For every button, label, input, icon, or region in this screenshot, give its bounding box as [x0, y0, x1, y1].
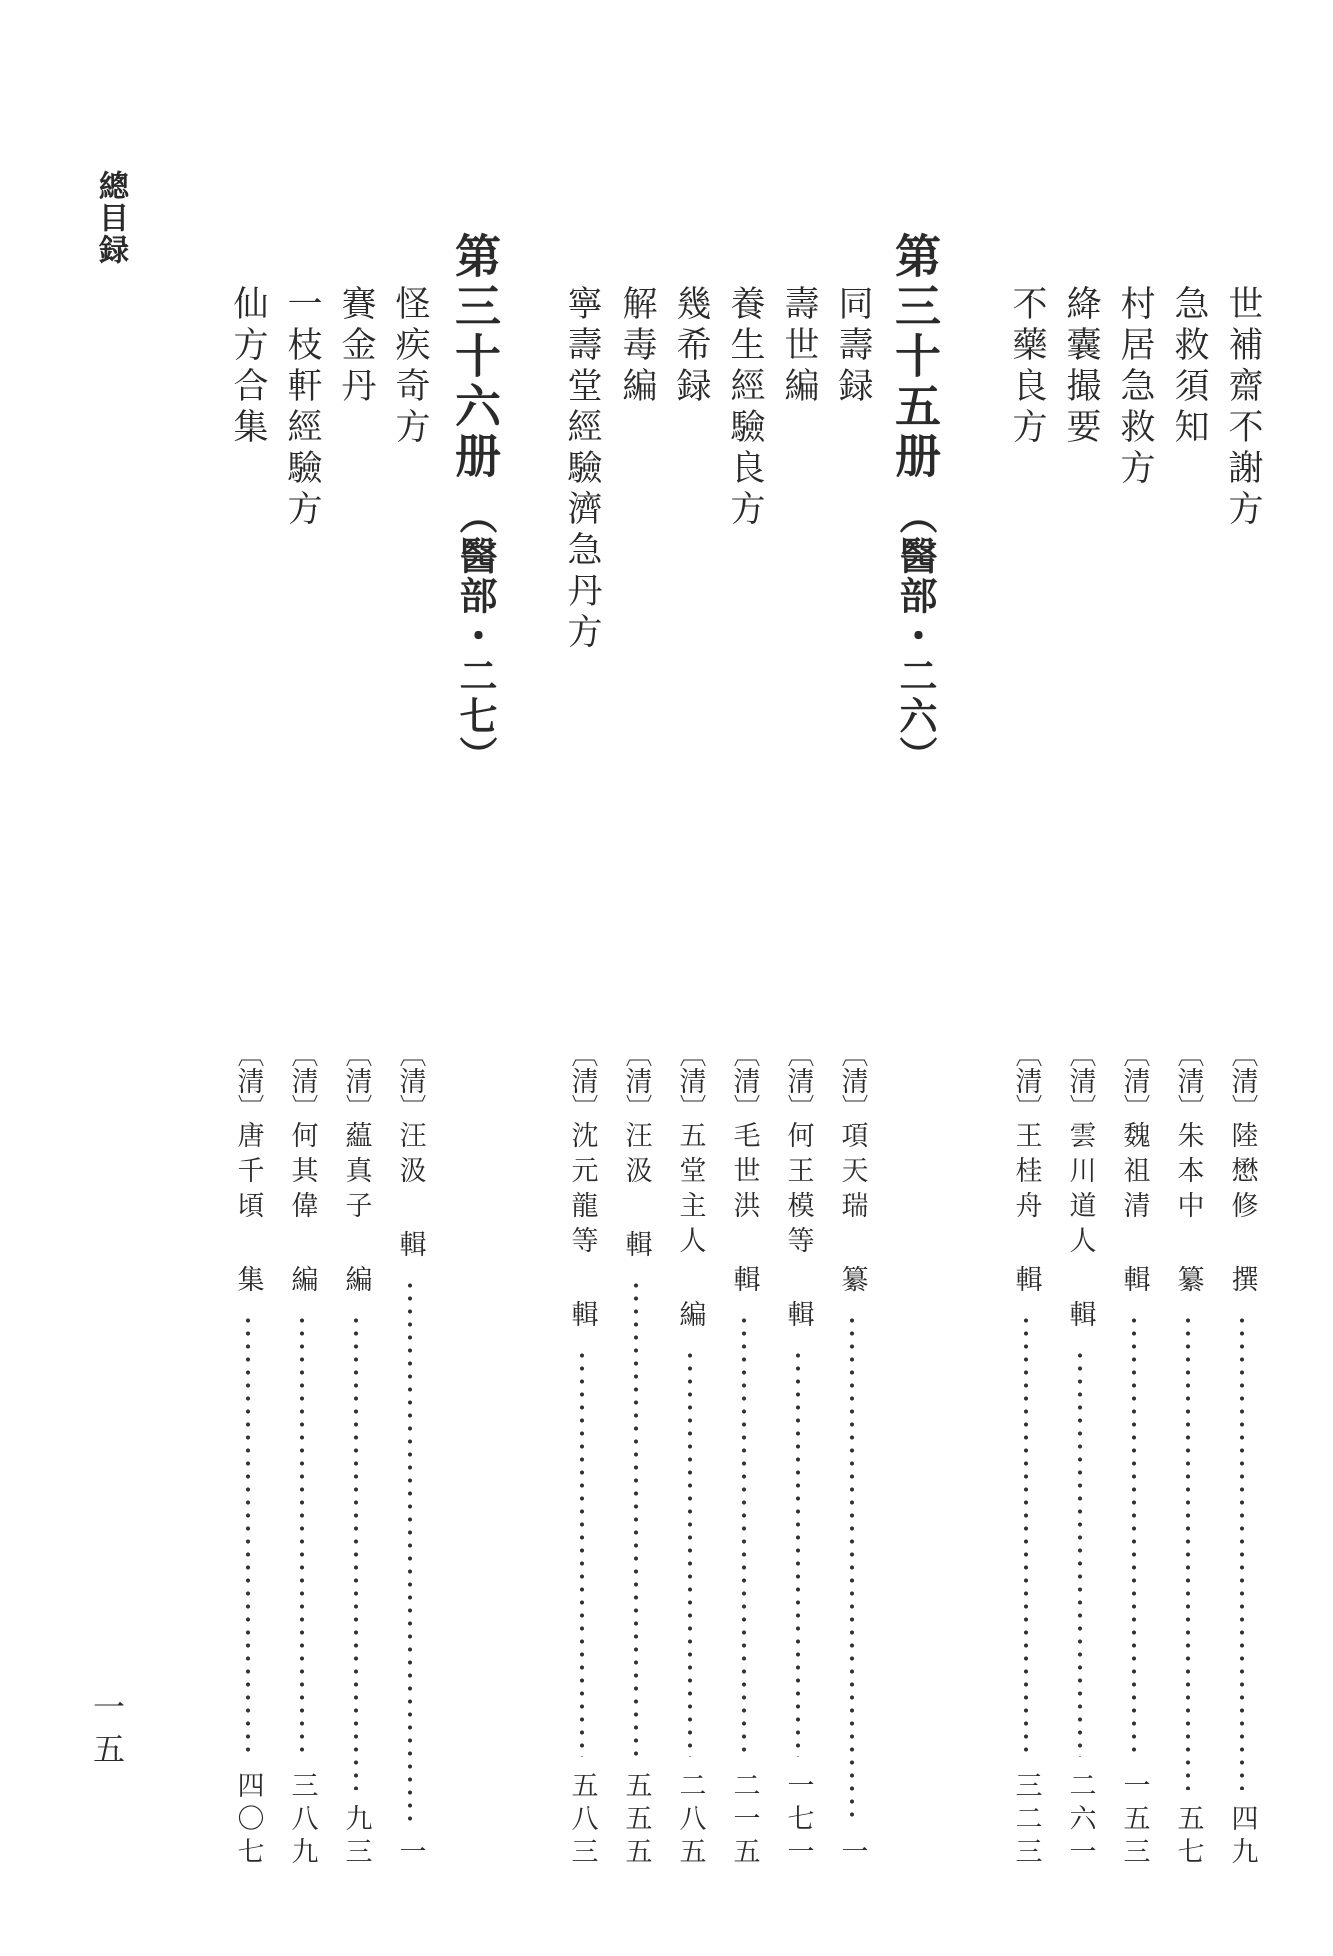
era-label: 〔清〕 — [340, 1040, 372, 1121]
era-label: 〔清〕 — [674, 1040, 706, 1121]
title-item[interactable]: 壽世編 — [779, 285, 819, 408]
volume-section: （醫部・二七） — [453, 496, 498, 776]
author-name: 沈元龍等 輯 — [566, 1121, 598, 1335]
toc-entry[interactable] — [336, 1040, 376, 1870]
leader-dots — [687, 1349, 693, 1757]
title-item[interactable]: 養生經驗良方 — [725, 285, 765, 531]
author-name: 陸懋修 撰 — [1226, 1121, 1258, 1300]
page-ref: 一 — [394, 1837, 426, 1870]
author-name: 汪汲 輯 — [394, 1121, 426, 1265]
toc-entry[interactable] — [1060, 1040, 1100, 1870]
era-label: 〔清〕 — [728, 1040, 760, 1121]
title-item[interactable]: 村居急救方 — [1115, 285, 1155, 490]
author-name: 魏祖清 輯 — [1118, 1121, 1150, 1300]
page-ref: 一七一 — [782, 1771, 814, 1870]
leader-dots — [579, 1349, 585, 1757]
leader-dots — [1077, 1349, 1083, 1757]
title-item[interactable]: 不藥良方 — [1007, 285, 1047, 449]
author-name: 五堂主人 編 — [674, 1121, 706, 1335]
toc-entry[interactable] — [228, 1040, 268, 1870]
toc-entry[interactable] — [616, 1040, 656, 1870]
author-name: 雲川道人 輯 — [1064, 1121, 1096, 1335]
era-label: 〔清〕 — [782, 1040, 814, 1121]
toc-entry[interactable] — [832, 1040, 872, 1870]
toc-entry[interactable] — [1114, 1040, 1154, 1870]
page-number: 一五 — [88, 1690, 126, 1774]
title-item[interactable]: 世補齋不謝方 — [1223, 285, 1263, 531]
author-name: 毛世洪 輯 — [728, 1121, 760, 1300]
author-name: 何王模等 輯 — [782, 1121, 814, 1335]
leader-dots — [1023, 1314, 1029, 1757]
toc-entry[interactable] — [1222, 1040, 1262, 1870]
volume-heading-35 — [882, 232, 948, 776]
toc-entry[interactable] — [724, 1040, 764, 1870]
page-ref: 三二三 — [1010, 1771, 1042, 1870]
leader-dots — [299, 1314, 305, 1757]
page-ref: 一五三 — [1118, 1771, 1150, 1870]
author-name: 唐千頃 集 — [232, 1121, 264, 1300]
era-label: 〔清〕 — [1118, 1040, 1150, 1121]
author-name: 藴真子 編 — [340, 1121, 372, 1300]
volume-heading-36 — [442, 232, 508, 776]
toc-entry[interactable] — [670, 1040, 710, 1870]
volume-title: 第三十六册 — [448, 232, 502, 482]
era-label: 〔清〕 — [566, 1040, 598, 1121]
running-header: 總目録 — [93, 170, 128, 266]
title-item[interactable]: 仙方合集 — [228, 285, 268, 449]
leader-dots — [1239, 1314, 1245, 1790]
toc-entry[interactable] — [282, 1040, 322, 1870]
era-label: 〔清〕 — [1010, 1040, 1042, 1121]
volume-title: 第三十五册 — [888, 232, 942, 482]
era-label: 〔清〕 — [1064, 1040, 1096, 1121]
page-ref: 九三 — [340, 1804, 372, 1870]
toc-entry[interactable] — [562, 1040, 602, 1870]
volume-section: （醫部・二六） — [893, 496, 938, 776]
page-ref: 四〇七 — [232, 1771, 264, 1870]
leader-dots — [353, 1314, 359, 1790]
leader-dots — [795, 1349, 801, 1757]
era-label: 〔清〕 — [620, 1040, 652, 1121]
toc-entry[interactable] — [1168, 1040, 1208, 1870]
page-ref: 二一五 — [728, 1771, 760, 1870]
leader-dots — [1131, 1314, 1137, 1757]
author-name: 項天瑞 纂 — [836, 1121, 868, 1300]
era-label: 〔清〕 — [836, 1040, 868, 1121]
era-label: 〔清〕 — [232, 1040, 264, 1121]
page-ref: 一 — [836, 1837, 868, 1870]
author-name: 汪汲 輯 — [620, 1121, 652, 1265]
page-ref: 二八五 — [674, 1771, 706, 1870]
leader-dots — [633, 1279, 639, 1757]
title-item[interactable]: 怪疾奇方 — [390, 285, 430, 449]
era-label: 〔清〕 — [286, 1040, 318, 1121]
page-ref: 五五五 — [620, 1771, 652, 1870]
page-ref: 五八三 — [566, 1771, 598, 1870]
page-ref: 五七 — [1172, 1804, 1204, 1870]
page-ref: 二六一 — [1064, 1771, 1096, 1870]
leader-dots — [407, 1279, 413, 1823]
author-name: 何其偉 編 — [286, 1121, 318, 1300]
leader-dots — [741, 1314, 747, 1757]
leader-dots — [1185, 1314, 1191, 1790]
toc-entry[interactable] — [390, 1040, 430, 1870]
toc-entry[interactable] — [778, 1040, 818, 1870]
era-label: 〔清〕 — [394, 1040, 426, 1121]
title-item[interactable]: 解毒編 — [617, 285, 657, 408]
title-item[interactable]: 急救須知 — [1169, 285, 1209, 449]
title-item[interactable]: 寧壽堂經驗濟急丹方 — [562, 285, 602, 654]
author-name: 王桂舟 輯 — [1010, 1121, 1042, 1300]
era-label: 〔清〕 — [1226, 1040, 1258, 1121]
author-name: 朱本中 纂 — [1172, 1121, 1204, 1300]
title-item[interactable]: 幾希録 — [671, 285, 711, 408]
title-item[interactable]: 絳囊撮要 — [1061, 285, 1101, 449]
page-ref: 四九 — [1226, 1804, 1258, 1870]
era-label: 〔清〕 — [1172, 1040, 1204, 1121]
leader-dots — [849, 1314, 855, 1823]
title-item[interactable]: 一枝軒經驗方 — [282, 285, 322, 531]
leader-dots — [245, 1314, 251, 1757]
title-item[interactable]: 同壽録 — [833, 285, 873, 408]
page-ref: 三八九 — [286, 1771, 318, 1870]
title-item[interactable]: 賽金丹 — [336, 285, 376, 408]
toc-entry[interactable] — [1006, 1040, 1046, 1870]
